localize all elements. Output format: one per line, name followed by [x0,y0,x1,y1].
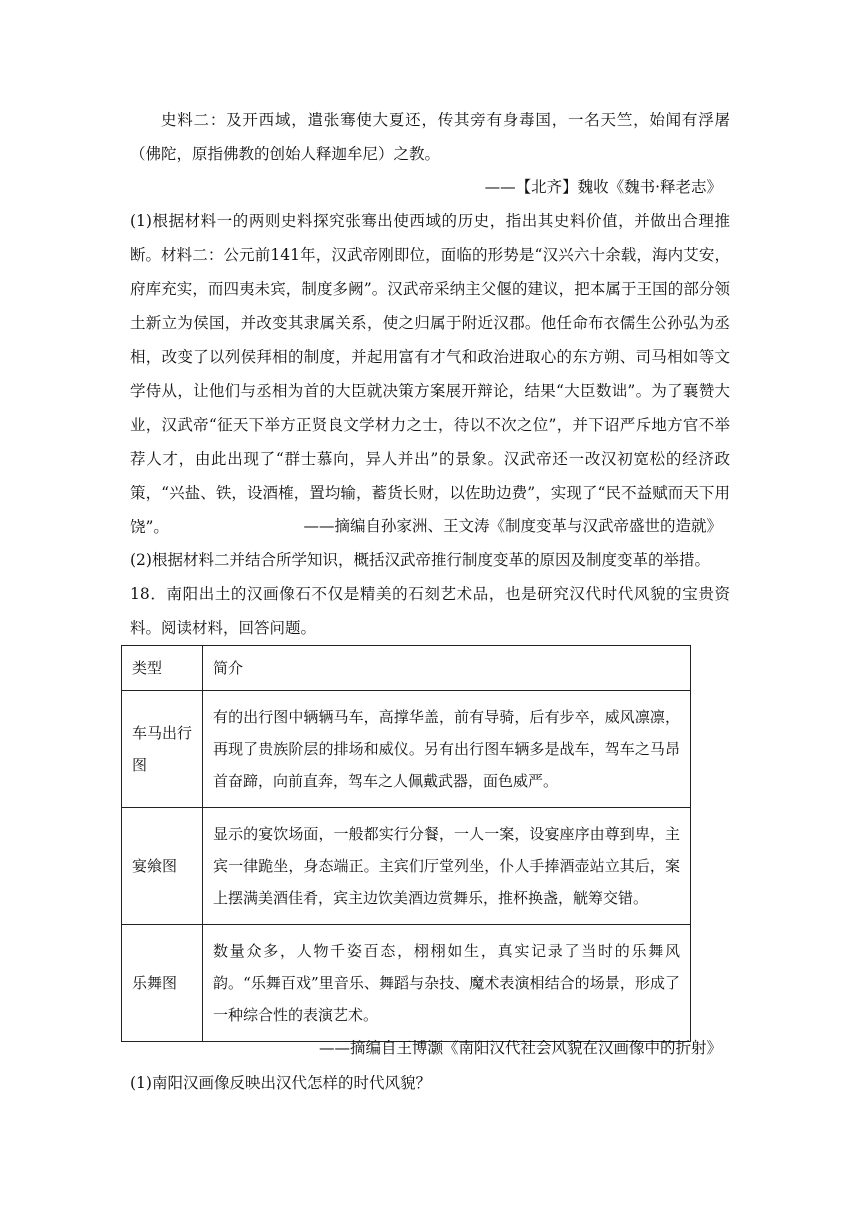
table-cell-desc: 数量众多，人物千姿百态，栩栩如生，真实记录了当时的乐舞风韵。“乐舞百戏”里音乐、舞蹈与杂技、魔术表演相结合的场景，形成了一种综合性的表演艺术。 [203,925,691,1042]
table-header-desc: 简介 [203,646,691,691]
table-header-type: 类型 [122,646,203,691]
mural-types-table [121,645,691,1042]
source2-paragraph: 史料二：及开西域，遣张骞使大夏还，传其旁有身毒国，一名天竺，始闻有浮屠（佛陀，原指佛教的创始人释迦牟尼）之教。 [130,111,730,163]
question-18-intro: 18．南阳出土的汉画像石不仅是精美的石刻艺术品，也是研究汉代时代风貌的宝贵资料。阅读材料，回答问题。 [130,585,730,637]
table-cell-desc: 显示的宴饮场面，一般都实行分餐，一人一案，设宴座序由尊到卑，主宾一律跪坐，身态端正。主宾们厅堂列坐，仆人手捧酒壶站立其后，案上摆满美酒佳肴，宾主边饮美酒边赏舞乐，推杯换盏，觥筹交错。 [203,808,691,925]
table-row [122,691,691,808]
question-2: (2)根据材料二并结合所学知识，概括汉武帝推行制度变革的原因及制度变革的举措。 [130,551,710,569]
material2-paragraph: 材料二：公元前141年，汉武帝刚即位，面临的形势是“汉兴六十余载，海内艾安，府库充实，而四夷未宾，制度多阙”。汉武帝采纳主父偃的建议，把本属于王国的部分领土新立为侯国，并改变其隶属关系，使之归属于附近汉郡。他任命布衣儒生公孙弘为丞相，改变了以列侯拜相的制度，并起用富有才气和政治进取心的东方朔、司马相如等文学侍从，让他们与丞相为首的大臣就决策方案展开辩论，结果“大臣数诎”。为了襄赞大业，汉武帝“征天下举方正贤良文学材力之士，待以不次之位”，并下诏严斥地方官不举荐人才，由此出现了“群士慕向，异人并出”的景象。汉武帝还一改汉初宽松的经济政策，“兴盐、铁，设酒榷，置均输，蓄货长财，以佐助边费”，实现了“民不益赋而天下用饶”。 [130,246,730,536]
table-row [122,808,691,925]
question-1: (1)根据材料一的两则史料探究张骞出使西域的历史，指出其史料价值，并做出合理推断。 [130,212,730,264]
table-cell-type: 乐舞图 [122,925,203,1042]
material2-citation: ——摘编自孙家洲、王文涛《制度变革与汉武帝盛世的造就》 [303,517,722,535]
table-cell-desc: 有的出行图中辆辆马车，高撑华盖，前有导骑，后有步卒，威风凛凛，再现了贵族阶层的排场和威仪。另有出行图车辆多是战车，驾车之马昂首奋蹄，向前直奔，驾车之人佩戴武器，面色威严。 [203,691,691,808]
question-18-1: (1)南阳汉画像反映出汉代怎样的时代风貌？ [130,1074,431,1092]
table-cell-type: 宴飨图 [122,808,203,925]
source2-citation: ——【北齐】魏收《魏书·释老志》 [484,178,722,196]
table-citation: ——摘编自王博灏《南阳汉代社会风貌在汉画像中的折射》 [318,1039,722,1057]
table-cell-type: 车马出行图 [122,691,203,808]
table-header-row [122,646,691,691]
table-row [122,925,691,1042]
